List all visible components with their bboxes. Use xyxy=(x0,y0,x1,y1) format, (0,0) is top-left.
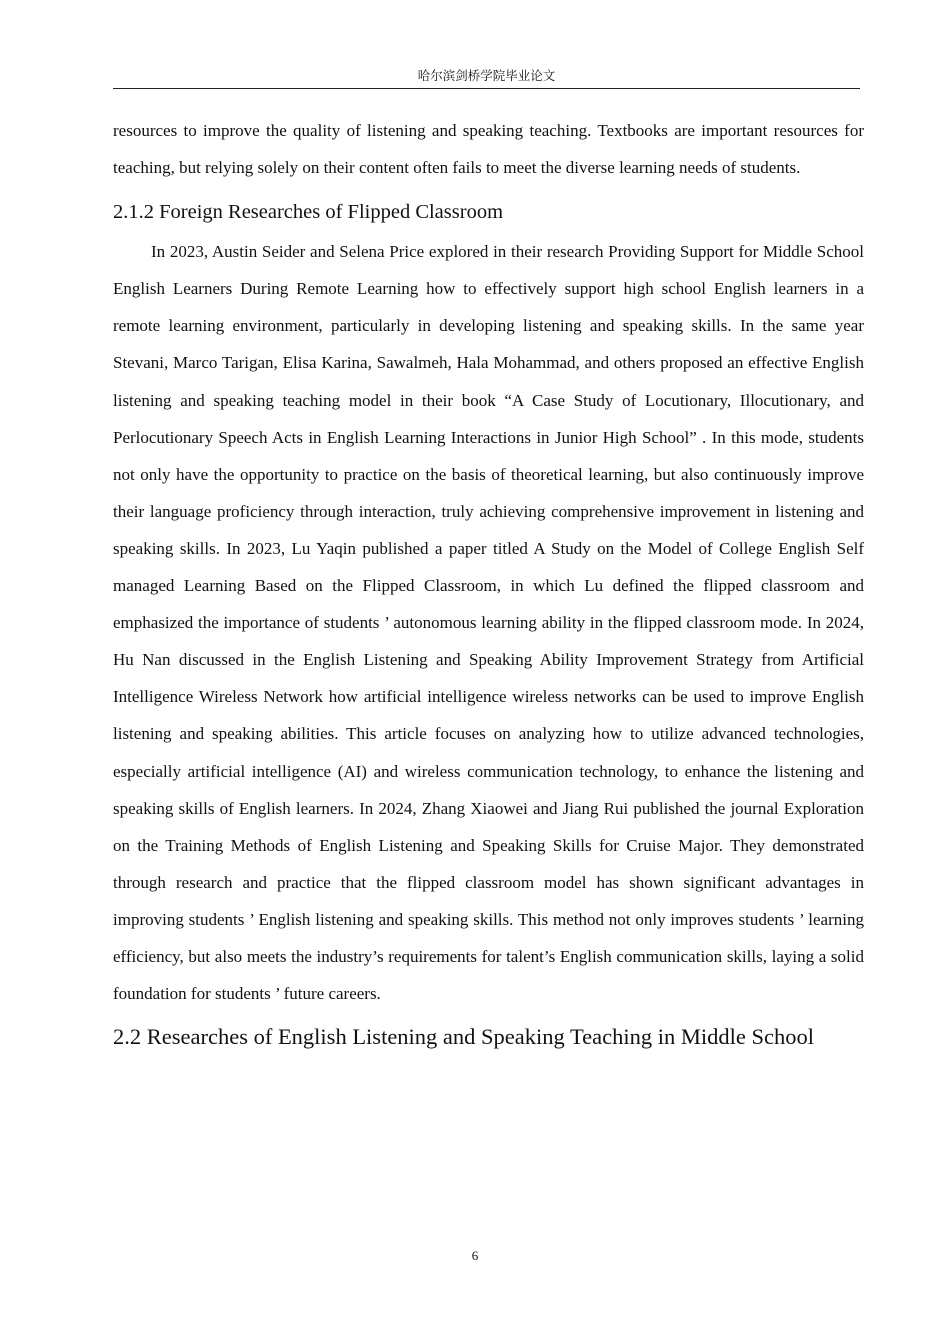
header-title: 哈尔滨剑桥学院毕业论文 xyxy=(417,68,556,83)
page-number: 6 xyxy=(471,1248,479,1263)
continuation-paragraph: resources to improve the quality of listening and speaking teaching. Textbooks are important resources for teaching, but relying solely on their content often fails to meet the diverse learning needs of students. xyxy=(113,121,864,178)
section-2-1-2-paragraph: In 2023, Austin Seider and Selena Price explored in their research Providing Support for Middle School English Learners During Remote Learning how to effectively support high school English learners in a remote learning environment, particularly in developing listening and speaking skills. In the same year Stevani, Marco Tarigan, Elisa Karina, Sawalmeh, Hala Mohammad, and others proposed an effective English listening and speaking teaching model in their book “A Case Study of Locutionary, Illocutionary, and Perlocutionary Speech Acts in English Learning Interactions in Junior High School” . In this mode, students not only have the opportunity to practice on the basis of theoretical learning, but also continuously improve their language proficiency through interaction, truly achieving comprehensive improvement in listening and speaking skills. In 2023, Lu Yaqin published a paper titled A Study on the Model of College English Self managed Learning Based on the Flipped Classroom, in which Lu defined the flipped classroom and emphasized the importance of students ’ autonomous learning ability in the flipped classroom mode. In 2024, Hu Nan discussed in the English Listening and Speaking Ability Improvement Strategy from Artificial Intelligence Wireless Network how artificial intelligence wireless networks can be used to improve English listening and speaking abilities. This article focuses on analyzing how to utilize advanced technologies, especially artificial intelligence (AI) and wireless communication technology, to enhance the listening and speaking skills of English learners. In 2024, Zhang Xiaowei and Jiang Rui published the journal Exploration on the Training Methods of English Listening and Speaking Skills for Cruise Major. They demonstrated through research and practice that the flipped classroom model has shown significant advantages in improving students ’ English listening and speaking skills. This method not only improves students ’ learning efficiency, but also meets the industry’s requirements for talent’s English communication skills, laying a solid foundation for students ’ future careers. xyxy=(113,242,864,1004)
document-body xyxy=(113,112,864,1054)
section-heading-2-1-2: 2.1.2 Foreign Researches of Flipped Classroom xyxy=(113,201,504,224)
section-heading-2-2: 2.2 Researches of English Listening and Speaking Teaching in Middle School xyxy=(113,1024,815,1050)
page-header xyxy=(113,66,860,89)
